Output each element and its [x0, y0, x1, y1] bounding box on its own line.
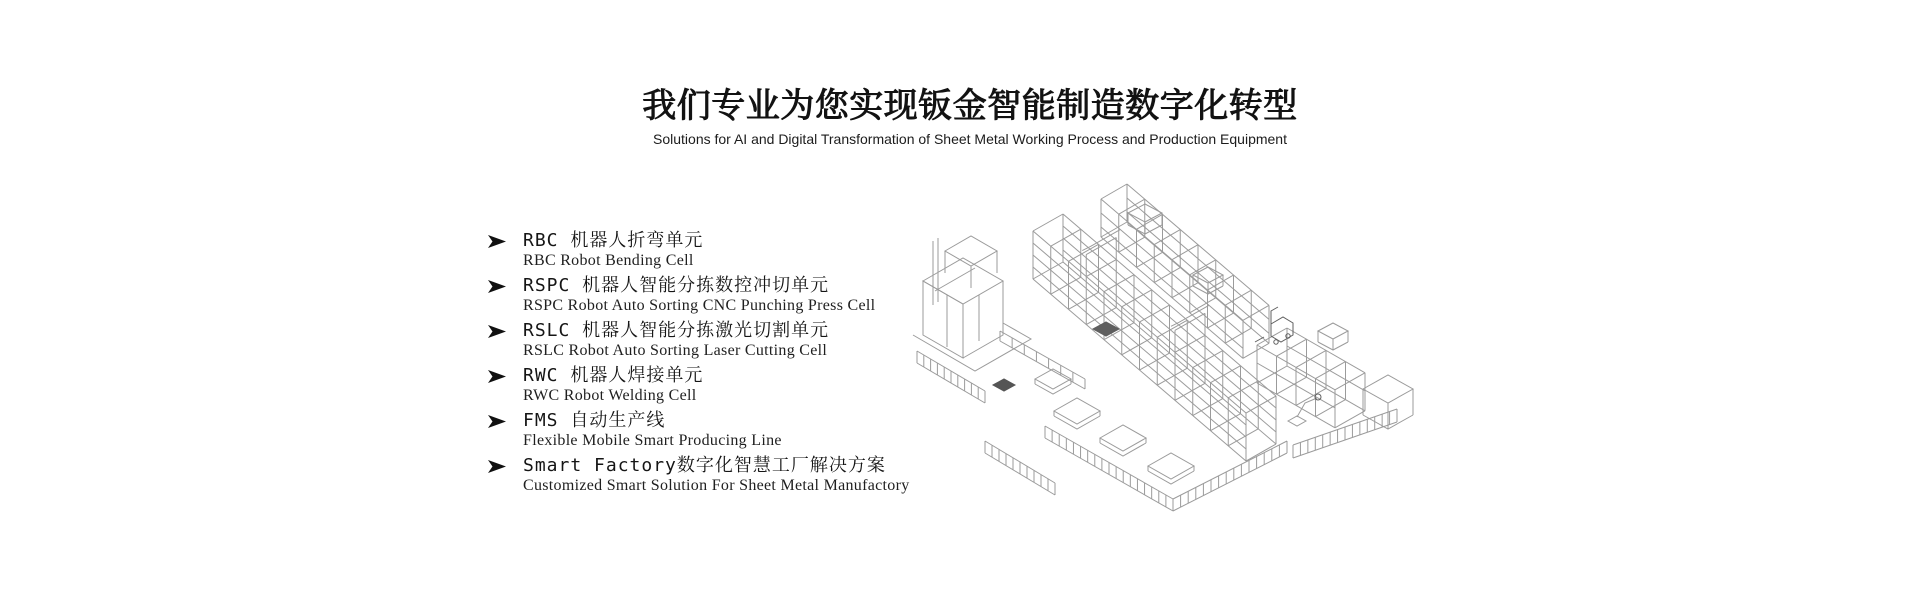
arrow-bullet-icon — [488, 325, 506, 338]
factory-line-illustration — [905, 183, 1420, 515]
item-title-cn: RSLC 机器人智能分拣激光切割单元 — [523, 320, 830, 341]
item-title-en: RWC Robot Welding Cell — [523, 387, 697, 404]
hero-text-block — [460, 86, 1480, 148]
list-item-text — [523, 320, 829, 361]
item-title-cn: RWC 机器人焊接单元 — [523, 365, 704, 386]
page-title: 我们专业为您实现钣金智能制造数字化转型 — [642, 86, 1298, 126]
list-item-rslc — [488, 320, 910, 361]
list-item-text — [523, 410, 782, 451]
item-title-cn: RBC 机器人折弯单元 — [523, 230, 704, 251]
list-item-text — [523, 455, 910, 496]
list-item-rbc — [488, 230, 910, 271]
list-item-text — [523, 365, 703, 406]
arrow-bullet-icon — [488, 280, 506, 293]
list-item-smart-factory — [488, 455, 910, 496]
item-title-en: RSPC Robot Auto Sorting CNC Punching Press Cell — [523, 297, 876, 314]
arrow-bullet-icon — [488, 370, 506, 383]
arrow-bullet-icon — [488, 415, 506, 428]
arrow-bullet-icon — [488, 235, 506, 248]
list-item-text — [523, 230, 703, 271]
list-item-rwc — [488, 365, 910, 406]
item-title-cn: FMS 自动生产线 — [523, 410, 666, 431]
item-title-en: Flexible Mobile Smart Producing Line — [523, 432, 782, 449]
arrow-bullet-icon — [488, 460, 506, 473]
item-title-cn: Smart Factory数字化智慧工厂解决方案 — [523, 455, 886, 476]
item-title-en: RSLC Robot Auto Sorting Laser Cutting Cell — [523, 342, 828, 359]
item-title-cn: RSPC 机器人智能分拣数控冲切单元 — [523, 275, 830, 296]
list-item-rspc — [488, 275, 910, 316]
product-list — [488, 230, 910, 500]
item-title-en: RBC Robot Bending Cell — [523, 252, 694, 269]
list-item-text — [523, 275, 875, 316]
page-subtitle: Solutions for AI and Digital Transformation of Sheet Metal Working Process and Production Equipment — [653, 131, 1287, 147]
item-title-en: Customized Smart Solution For Sheet Metal Manufactory — [523, 477, 910, 494]
list-item-fms — [488, 410, 910, 451]
